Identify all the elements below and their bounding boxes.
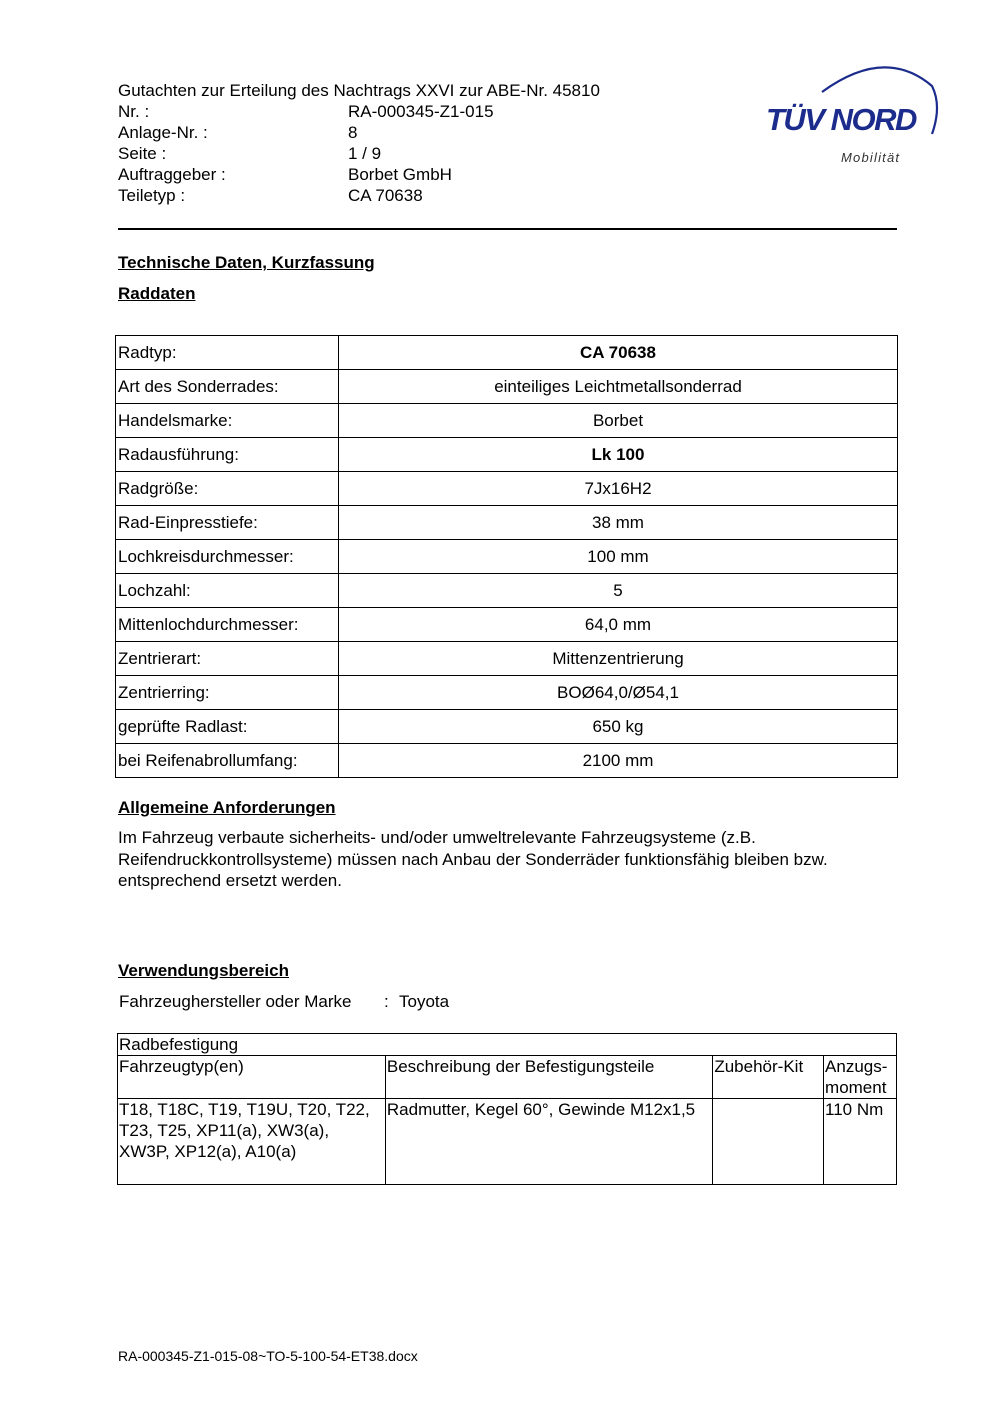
header-label-nr: Nr. : (118, 102, 150, 121)
wheel-spec-value: einteiliges Leichtmetallsonderrad (339, 370, 898, 404)
table-row (116, 438, 898, 472)
logo-brand-text: TÜV NORD (766, 102, 916, 137)
document-title: Gutachten zur Erteilung des Nachtrags XXVI zur ABE-Nr. 45810 (118, 81, 600, 100)
header-label-anlage: Anlage-Nr. : (118, 123, 208, 142)
wheel-spec-label: Lochkreisdurchmesser: (116, 540, 339, 574)
header-value-anlage: 8 (348, 123, 358, 142)
wheel-spec-label: Radausführung: (116, 438, 339, 472)
heading-verwendungsbereich: Verwendungsbereich (118, 961, 289, 980)
table-row (116, 710, 898, 744)
wheel-spec-label: bei Reifenabrollumfang: (116, 744, 339, 778)
header-label-seite: Seite : (118, 144, 167, 163)
wheel-data-table (115, 335, 898, 778)
table-row (118, 1099, 897, 1185)
heading-raddaten: Raddaten (118, 284, 196, 303)
wheel-spec-label: Art des Sonderrades: (116, 370, 339, 404)
wheel-spec-label: Radgröße: (116, 472, 339, 506)
mount-header-torque: Anzugs-moment (824, 1056, 897, 1099)
wheel-spec-label: Mittenlochdurchmesser: (116, 608, 339, 642)
mount-header-vehicle-types: Fahrzeugtyp(en) (118, 1056, 386, 1099)
wheel-spec-value: Borbet (339, 404, 898, 438)
table-row (116, 540, 898, 574)
header-label-auftraggeber: Auftraggeber : (118, 165, 226, 184)
table-row (116, 642, 898, 676)
table-row (116, 608, 898, 642)
mount-header-description: Beschreibung der Befestigungsteile (385, 1056, 712, 1099)
header-value-auftraggeber: Borbet GmbH (348, 165, 452, 184)
header-divider (118, 228, 897, 230)
table-row (116, 506, 898, 540)
heading-allgemeine-anforderungen: Allgemeine Anforderungen (118, 798, 336, 817)
wheel-mounting-table (117, 1033, 897, 1185)
header-value-seite: 1 / 9 (348, 144, 382, 163)
wheel-spec-label: Zentrierart: (116, 642, 339, 676)
wheel-spec-label: Zentrierring: (116, 676, 339, 710)
wheel-spec-value: 2100 mm (339, 744, 898, 778)
mount-cell-torque: 110 Nm (824, 1099, 897, 1185)
table-row (116, 370, 898, 404)
logo-sub-text: Mobilität (841, 150, 901, 165)
header-label-teiletyp: Teiletyp : (118, 186, 186, 205)
manufacturer-value: Toyota (399, 992, 450, 1011)
table-row (116, 336, 898, 370)
mount-cell-kit (713, 1099, 824, 1185)
wheel-spec-label: Radtyp: (116, 336, 339, 370)
mount-header-kit: Zubehör-Kit (713, 1056, 824, 1099)
manufacturer-separator: : (384, 992, 389, 1011)
wheel-spec-label: Rad-Einpresstiefe: (116, 506, 339, 540)
wheel-spec-value: 7Jx16H2 (339, 472, 898, 506)
mount-table-caption: Radbefestigung (118, 1034, 897, 1056)
wheel-spec-label: Handelsmarke: (116, 404, 339, 438)
table-row (116, 744, 898, 778)
wheel-spec-value: 650 kg (339, 710, 898, 744)
wheel-spec-label: geprüfte Radlast: (116, 710, 339, 744)
wheel-spec-value: CA 70638 (339, 336, 898, 370)
header-value-teiletyp: CA 70638 (348, 186, 423, 205)
tuv-nord-logo (760, 56, 945, 176)
header-value-nr: RA-000345-Z1-015 (348, 102, 494, 121)
wheel-spec-value: BOØ64,0/Ø54,1 (339, 676, 898, 710)
footer-filename: RA-000345-Z1-015-08~TO-5-100-54-ET38.docx (118, 1348, 418, 1364)
wheel-spec-value: 38 mm (339, 506, 898, 540)
heading-technische-daten: Technische Daten, Kurzfassung (118, 253, 375, 272)
wheel-spec-value: Mittenzentrierung (339, 642, 898, 676)
manufacturer-label: Fahrzeughersteller oder Marke (119, 992, 352, 1011)
wheel-spec-value: Lk 100 (339, 438, 898, 472)
wheel-spec-value: 100 mm (339, 540, 898, 574)
wheel-spec-label: Lochzahl: (116, 574, 339, 608)
mount-cell-vehicle-types: T18, T18C, T19, T19U, T20, T22, T23, T25, XP11(a), XW3(a), XW3P, XP12(a), A10(a) (118, 1099, 386, 1185)
wheel-spec-value: 64,0 mm (339, 608, 898, 642)
wheel-spec-value: 5 (339, 574, 898, 608)
table-row (116, 472, 898, 506)
general-requirements-text: Im Fahrzeug verbaute sicherheits- und/oder umweltrelevante Fahrzeugsysteme (z.B. Reifendruckkontrollsysteme) müssen nach Anbau der Sonderräder funktionsfähig bleiben bzw. entsprechend ersetzt werden. (118, 828, 828, 890)
table-row (116, 404, 898, 438)
table-row (116, 676, 898, 710)
mount-cell-description: Radmutter, Kegel 60°, Gewinde M12x1,5 (385, 1099, 712, 1185)
table-row (116, 574, 898, 608)
